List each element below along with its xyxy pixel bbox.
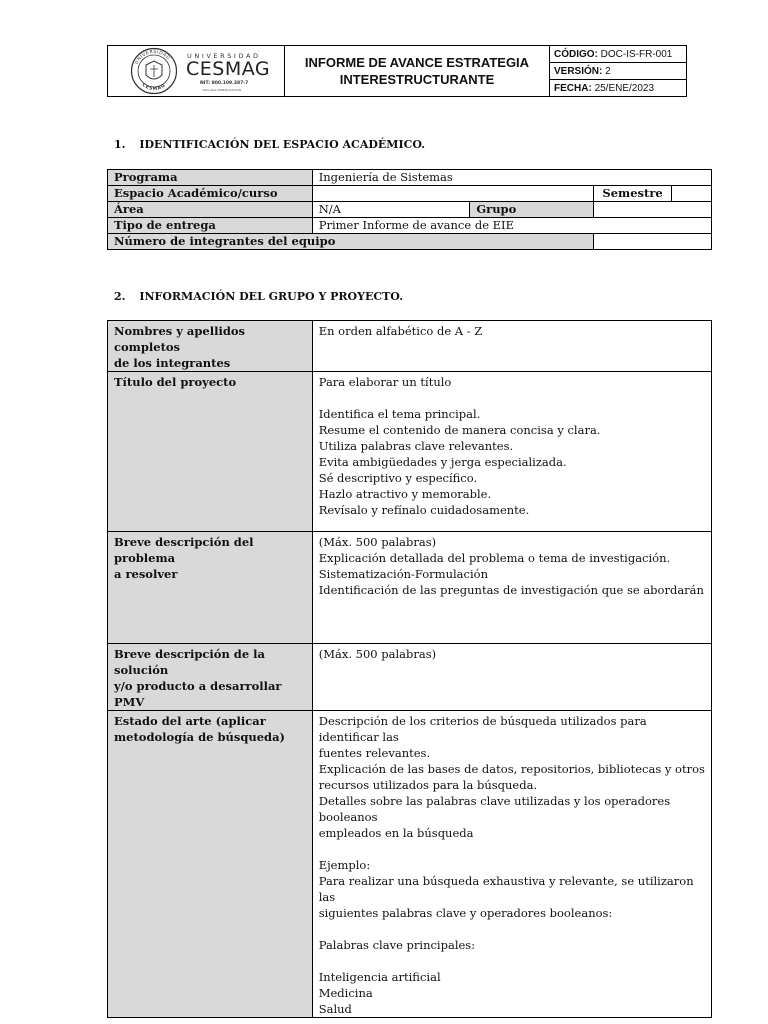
section1-title: IDENTIFICACIÓN DEL ESPACIO ACADÉMICO. <box>139 138 426 151</box>
row-value[interactable] <box>312 532 711 644</box>
document-title <box>285 46 550 97</box>
university-seal-icon <box>130 47 178 95</box>
document-header <box>107 45 687 97</box>
row-value-line: Salud <box>318 1002 352 1016</box>
table-row <box>108 644 712 711</box>
fecha-value: 25/ENE/2023 <box>594 82 655 94</box>
table-row <box>108 321 712 372</box>
row-value-line: Sé descriptivo y específico. <box>318 471 478 485</box>
university-logo <box>108 46 284 96</box>
row-value-line: Resume el contenido de manera concisa y clara. <box>318 423 601 437</box>
table-row <box>108 372 712 532</box>
grupo-value[interactable] <box>594 202 712 218</box>
logo-name: CESMAG <box>186 58 271 80</box>
group-project-table <box>107 320 712 1018</box>
table-row <box>108 186 712 202</box>
codigo-value: DOC-IS-FR-001 <box>600 48 673 60</box>
svg-text:CESMAG <box>141 82 167 92</box>
section1-number: 1. <box>114 138 126 151</box>
row-label-line: Nombres y apellidos completos <box>114 324 246 354</box>
row-value-line: Hazlo atractivo y memorable. <box>318 487 492 501</box>
table-row <box>108 218 712 234</box>
seal-top-text: UNIVERSIDAD <box>134 49 171 66</box>
row-value-line <box>319 390 705 406</box>
table-row <box>108 202 712 218</box>
logo-cell <box>108 46 285 97</box>
row-value-line: Para realizar una búsqueda exhaustiva y relevante, se utilizaron las <box>318 874 694 904</box>
logo-university-word: UNIVERSIDAD <box>187 52 261 60</box>
section2-title: INFORMACIÓN DEL GRUPO Y PROYECTO. <box>139 290 404 303</box>
section1-heading <box>114 138 425 151</box>
espacio-label: Espacio Académico/curso <box>108 186 313 202</box>
row-value[interactable] <box>312 321 711 372</box>
row-label-line: Breve descripción del problema <box>114 535 254 565</box>
semestre-label: Semestre <box>594 186 672 202</box>
row-value-line: Descripción de los criterios de búsqueda utilizados para identificar las <box>318 714 647 744</box>
row-value[interactable] <box>312 644 711 711</box>
row-value-line: Detalles sobre las palabras clave utilizadas y los operadores booleanos <box>318 794 671 824</box>
row-label-line: Breve descripción de la solución <box>114 647 265 677</box>
logo-sub: VIGILADA MINEDUCACIÓN <box>202 88 241 92</box>
section2-heading <box>114 290 403 303</box>
row-value-line <box>319 953 705 969</box>
row-label <box>108 372 313 532</box>
row-value-line: recursos utilizados para la búsqueda. <box>318 778 538 792</box>
academic-space-table <box>107 169 712 250</box>
row-value-line: Evita ambigüedades y jerga especializada. <box>318 455 567 469</box>
row-value-line: Para elaborar un título <box>318 375 452 389</box>
row-value[interactable] <box>312 372 711 532</box>
row-value-line: Explicación de las bases de datos, repositorios, bibliotecas y otros <box>318 762 705 776</box>
area-value: N/A <box>312 202 470 218</box>
version-label: VERSIÓN: <box>554 65 603 77</box>
row-value-line: Sistematización-Formulación <box>318 567 488 581</box>
fecha-label: FECHA: <box>554 82 592 94</box>
row-value-line: Identifica el tema principal. <box>318 407 481 421</box>
row-value-line: Utiliza palabras clave relevantes. <box>318 439 514 453</box>
table-row <box>108 170 712 186</box>
row-label-line: de los integrantes <box>114 356 231 370</box>
row-label-line: y/o producto a desarrollar PMV <box>114 679 282 709</box>
codigo-label: CÓDIGO: <box>554 48 598 60</box>
row-value-line <box>319 921 705 937</box>
row-value-line: Identificación de las preguntas de investigación que se abordarán <box>318 583 704 597</box>
row-value-line: En orden alfabético de A - Z <box>318 324 483 338</box>
row-value-line: (Máx. 500 palabras) <box>318 647 437 661</box>
tipo-label: Tipo de entrega <box>108 218 313 234</box>
programa-label: Programa <box>108 170 313 186</box>
row-value-line: Medicina <box>318 986 373 1000</box>
integrantes-value[interactable] <box>594 234 712 250</box>
row-value[interactable] <box>312 711 711 1018</box>
programa-value: Ingeniería de Sistemas <box>312 170 711 186</box>
row-value-line: Revísalo y refínalo cuidadosamente. <box>318 503 530 517</box>
row-value-line: (Máx. 500 palabras) <box>318 535 437 549</box>
row-label <box>108 321 313 372</box>
row-value-line <box>319 841 705 857</box>
document-title-line1: INFORME DE AVANCE ESTRATEGIA <box>304 55 530 70</box>
row-label-line: a resolver <box>114 567 178 581</box>
tipo-value: Primer Informe de avance de EIE <box>312 218 711 234</box>
document-title-line2: INTERESTRUCTURANTE <box>339 72 495 87</box>
integrantes-label: Número de integrantes del equipo <box>108 234 594 250</box>
row-label-line: Estado del arte (aplicar <box>114 714 266 728</box>
row-label <box>108 532 313 644</box>
table-row <box>108 234 712 250</box>
version-value: 2 <box>605 65 611 77</box>
row-value-line: siguientes palabras clave y operadores booleanos: <box>318 906 613 920</box>
logo-nit: NIT: 800.109.387-7 <box>200 81 249 86</box>
row-label <box>108 644 313 711</box>
row-value-line: Inteligencia artificial <box>318 970 441 984</box>
section2-number: 2. <box>114 290 126 303</box>
semestre-value[interactable] <box>672 186 712 202</box>
row-value-line: fuentes relevantes. <box>318 746 431 760</box>
espacio-value[interactable] <box>312 186 593 202</box>
table-row <box>108 711 712 1018</box>
row-label-line: metodología de búsqueda) <box>114 730 285 744</box>
area-label: Área <box>108 202 313 218</box>
row-value-line: Ejemplo: <box>318 858 371 872</box>
row-value-line: Palabras clave principales: <box>318 938 476 952</box>
row-label-line: Título del proyecto <box>114 375 237 389</box>
fecha-cell <box>550 80 687 97</box>
row-label <box>108 711 313 1018</box>
codigo-cell <box>550 46 687 63</box>
row-value-line: empleados en la búsqueda <box>318 826 474 840</box>
grupo-label: Grupo <box>470 202 594 218</box>
version-cell <box>550 63 687 80</box>
seal-bottom-text: CESMAG <box>140 82 167 93</box>
row-value-line: Explicación detallada del problema o tema de investigación. <box>318 551 671 565</box>
table-row <box>108 532 712 644</box>
